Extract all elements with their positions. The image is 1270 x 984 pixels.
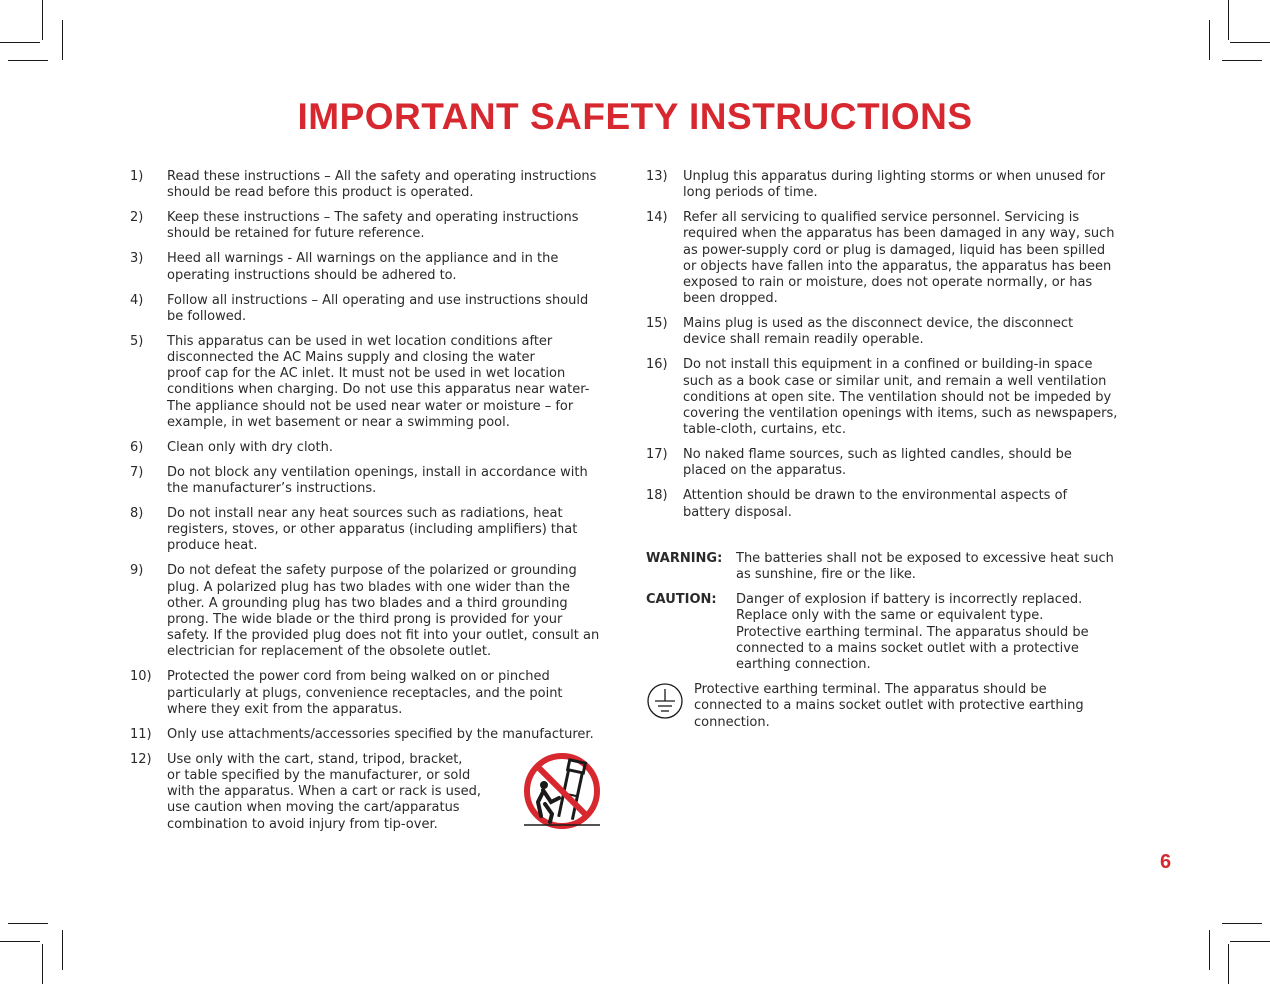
item-number: 13) xyxy=(646,169,668,184)
caution-label: CAUTION: xyxy=(646,592,717,608)
right-column xyxy=(646,169,1141,731)
crop-mark xyxy=(8,923,48,924)
list-item xyxy=(130,752,625,833)
list-item xyxy=(646,357,1141,438)
item-number: 3) xyxy=(130,251,144,267)
list-item xyxy=(130,334,625,431)
item-text: Only use attachments/accessories specified by the manufacturer. xyxy=(167,726,594,742)
list-item xyxy=(646,316,1141,348)
crop-mark xyxy=(1209,930,1210,970)
list-item xyxy=(130,669,625,718)
item-text: Do not defeat the safety purpose of the polarized or grounding plug. A polarized plug has two blades with one wider than the other. A grounding plug has two blades and a third grounding prong. The wide blade or the third prong is provided for your safety. If the provided plug does not fit into your outlet, consult an electrician for replacement of the obsolete outlet. xyxy=(167,563,600,660)
item-number: 12) xyxy=(130,751,152,767)
item-number: 10) xyxy=(130,669,152,685)
item-number: 18) xyxy=(646,488,668,504)
crop-mark xyxy=(8,60,48,61)
item-text: Read these instructions – All the safety and operating instructions should be read before this product is operated. xyxy=(167,169,597,201)
warning-text: The batteries shall not be exposed to excessive heat such as sunshine, fire or the like. xyxy=(736,550,1114,583)
item-text: Do not install this equipment in a confined or building-in space such as a book case or similar unit, and remain a well ventilation conditions at open site. The ventilation should not be impeded by covering the ventilation openings with items, such as newspapers, table-cloth, curtains, etc. xyxy=(683,357,1118,438)
item-number: 7) xyxy=(130,464,144,480)
list-item xyxy=(130,251,625,283)
crop-mark xyxy=(62,930,63,970)
item-text: Keep these instructions – The safety and operating instructions should be retained for future reference. xyxy=(167,210,579,242)
item-number: 9) xyxy=(130,563,144,579)
item-number: 4) xyxy=(130,292,144,308)
list-item xyxy=(130,169,625,201)
item-number: 16) xyxy=(646,357,668,373)
item-number: 5) xyxy=(130,333,144,349)
item-text: This apparatus can be used in wet location conditions after disconnected the AC Mains supply and closing the water proof cap for the AC inlet. It must not be used in wet location conditions when charging. Do not use this apparatus near water- The appliance should not be used near water or moisture – for example, in wet basement or near a swimming pool. xyxy=(167,333,590,430)
item-number: 6) xyxy=(130,439,144,455)
item-number: 14) xyxy=(646,210,668,226)
item-number: 1) xyxy=(130,169,144,184)
item-text: Unplug this apparatus during lighting storms or when unused for long periods of time. xyxy=(683,169,1106,201)
item-text: Follow all instructions – All operating and use instructions should be followed. xyxy=(167,292,589,324)
crop-mark xyxy=(62,20,63,60)
list-item xyxy=(130,210,625,242)
page-number: 6 xyxy=(1160,851,1172,873)
item-text: Heed all warnings - All warnings on the appliance and in the operating instructions should be adhered to. xyxy=(167,251,559,283)
list-item xyxy=(130,465,625,497)
left-column xyxy=(130,169,625,842)
crop-mark xyxy=(1222,923,1262,924)
warning-label: WARNING: xyxy=(646,550,723,566)
item-text: Attention should be drawn to the environmental aspects of battery disposal. xyxy=(683,488,1068,520)
item-number: 17) xyxy=(646,447,668,463)
protective-earth-icon xyxy=(646,682,694,722)
item-number: 11) xyxy=(130,726,152,742)
item-number: 8) xyxy=(130,506,144,522)
caution-notice xyxy=(646,592,1141,673)
item-text: Refer all servicing to qualified service personnel. Servicing is required when the apparatus has been damaged in any way, such as power-supply cord or plug is damaged, liquid has been spilled or objects have fallen into the apparatus, the apparatus has been exposed to rain or moisture, does not operate normally, or has been dropped. xyxy=(683,210,1115,307)
caution-text: Danger of explosion if battery is incorrectly replaced. Replace only with the same or equivalent type. Protective earthing terminal. The apparatus should be connected to a mains socket outlet with a protective earthing connection. xyxy=(736,592,1089,673)
crop-mark xyxy=(1228,944,1229,984)
no-cart-tipover-icon xyxy=(521,752,603,834)
crop-mark xyxy=(0,42,40,43)
crop-mark xyxy=(1222,60,1262,61)
item-text: Mains plug is used as the disconnect device, the disconnect device shall remain readily operable. xyxy=(683,316,1074,348)
item-text: Do not install near any heat sources such as radiations, heat registers, stoves, or other apparatus (including amplifiers) that produce heat. xyxy=(167,506,578,554)
list-item xyxy=(646,488,1141,520)
crop-mark xyxy=(1209,20,1210,60)
list-item xyxy=(130,727,625,743)
crop-mark xyxy=(1230,941,1270,942)
list-item xyxy=(130,440,625,456)
crop-mark xyxy=(0,941,40,942)
item-text: No naked flame sources, such as lighted candles, should be placed on the apparatus. xyxy=(683,447,1072,479)
item-text: Protected the power cord from being walked on or pinched particularly at plugs, convenience receptacles, and the point where they exit from the apparatus. xyxy=(167,669,563,717)
warning-notice xyxy=(646,551,1141,583)
earthing-note xyxy=(646,682,1141,731)
page-title: IMPORTANT SAFETY INSTRUCTIONS xyxy=(297,96,973,137)
item-text: Clean only with dry cloth. xyxy=(167,439,333,455)
list-item xyxy=(130,293,625,325)
crop-mark xyxy=(42,0,43,40)
crop-mark xyxy=(1230,42,1270,43)
list-item xyxy=(130,506,625,555)
list-item xyxy=(646,210,1141,307)
list-item xyxy=(646,447,1141,479)
list-item xyxy=(646,169,1141,201)
crop-mark xyxy=(1228,0,1229,40)
item-text: Use only with the cart, stand, tripod, bracket, or table specified by the manufacturer, or sold with the apparatus. When a cart or rack is used, use caution when moving the cart/apparatus combination to avoid injury from tip-over. xyxy=(167,751,482,832)
item-number: 2) xyxy=(130,210,144,226)
item-number: 15) xyxy=(646,316,668,332)
crop-mark xyxy=(42,944,43,984)
earthing-text: Protective earthing terminal. The apparatus should be connected to a mains socket outlet with protective earthing connection. xyxy=(694,682,1084,730)
item-text: Do not block any ventilation openings, install in accordance with the manufacturer’s instructions. xyxy=(167,464,588,497)
list-item xyxy=(130,563,625,660)
